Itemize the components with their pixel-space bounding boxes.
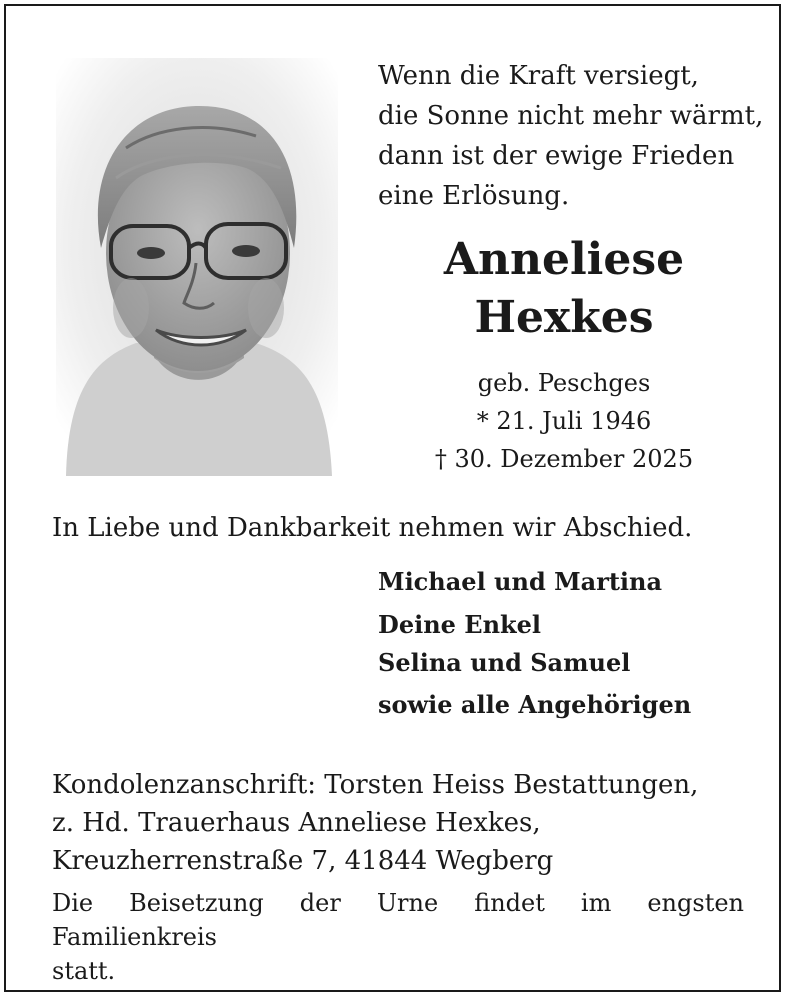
- birth-date: * 21. Juli 1946: [476, 407, 652, 435]
- poem-line: Wenn die Kraft versiegt,: [378, 61, 699, 91]
- poem: [378, 56, 764, 216]
- portrait-photo: [56, 58, 338, 476]
- farewell-text: In Liebe und Dankbarkeit nehmen wir Abschied.: [52, 513, 693, 543]
- poem-line: eine Erlösung.: [378, 181, 570, 211]
- first-name: Anneliese: [443, 234, 685, 285]
- address-line: Kondolenzanschrift: Torsten Heiss Bestattungen,: [52, 770, 699, 800]
- condolence-address: [52, 766, 752, 880]
- mourner-line: Selina und Samuel: [378, 648, 631, 677]
- birth-name: geb. Peschges: [477, 369, 651, 397]
- mourners: [378, 562, 758, 724]
- burial-line: Die Beisetzung der Urne findet im engsten Familienkreis: [52, 889, 744, 951]
- death-date: † 30. Dezember 2025: [434, 445, 694, 473]
- last-name: Hexkes: [474, 292, 654, 343]
- life-dates: [378, 364, 750, 478]
- mourner-line: Deine Enkel: [378, 610, 542, 639]
- mourner-line: sowie alle Angehörigen: [378, 690, 692, 719]
- burial-notice: [52, 886, 744, 988]
- poem-line: dann ist der ewige Frieden: [378, 141, 735, 171]
- poem-line: die Sonne nicht mehr wärmt,: [378, 101, 764, 131]
- address-line: z. Hd. Trauerhaus Anneliese Hexkes,: [52, 808, 541, 838]
- address-line: Kreuzherrenstraße 7, 41844 Wegberg: [52, 846, 554, 876]
- deceased-name: [378, 231, 750, 347]
- mourner-line: Michael und Martina: [378, 567, 663, 596]
- obituary-notice: [4, 4, 781, 992]
- burial-line: statt.: [52, 957, 116, 985]
